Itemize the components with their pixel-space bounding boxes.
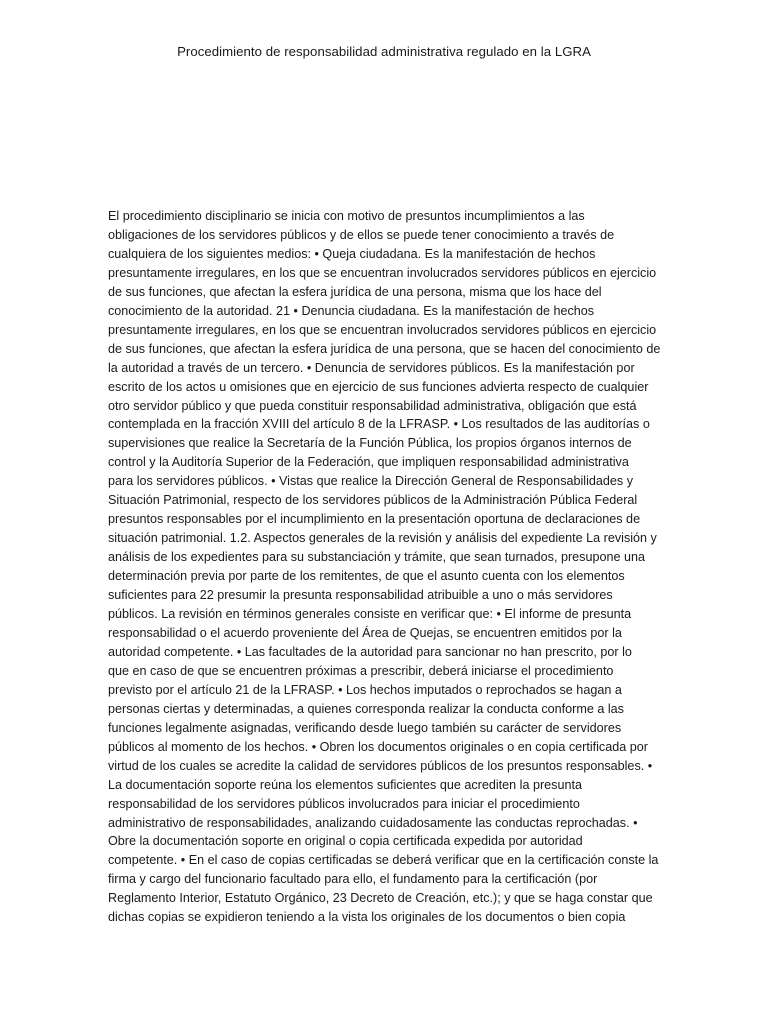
body-line: obligaciones de los servidores públicos y de ellos se puede tener conocimiento a través de (108, 227, 615, 242)
body-line: la autoridad a través de un tercero. • Denuncia de servidores públicos. Es la manifestación por (108, 360, 635, 375)
body-line: escrito de los actos u omisiones que en ejercicio de sus funciones advierta respecto de cualquier (108, 379, 649, 394)
document-title: Procedimiento de responsabilidad administrativa regulado en la LGRA (177, 44, 591, 59)
body-line: contemplada en la fracción XVIII del artículo 8 de la LFRASP. • Los resultados de las auditorías o (108, 417, 650, 432)
document-body (108, 207, 664, 927)
body-line: determinación previa por parte de los remitentes, de que el asunto cuenta con los elementos (108, 569, 625, 584)
body-line: supervisiones que realice la Secretaría de la Función Pública, los propios órganos internos de (108, 436, 632, 451)
body-line: otro servidor público y que pueda constituir responsabilidad administrativa, obligación que está (108, 398, 637, 413)
body-line: firma y cargo del funcionario facultado para ello, el fundamento para la certificación (por (108, 872, 598, 887)
body-line: responsabilidad o el acuerdo proveniente del Área de Quejas, se encuentren emitidos por la (108, 625, 622, 640)
body-line: conocimiento de la autoridad. 21 • Denuncia ciudadana. Es la manifestación de hechos (108, 303, 595, 318)
body-line: públicos al momento de los hechos. • Obren los documentos originales o en copia certificada por (108, 739, 648, 754)
body-line: Situación Patrimonial, respecto de los servidores públicos de la Administración Pública Federal (108, 493, 638, 508)
body-line: competente. • En el caso de copias certificadas se deberá verificar que en la certificación conste la (108, 853, 659, 868)
body-line: presuntamente irregulares, en los que se encuentran involucrados servidores públicos en ejercicio (108, 265, 657, 280)
body-line: para los servidores públicos. • Vistas que realice la Dirección General de Responsabilidades y (108, 474, 633, 489)
body-line: suficientes para 22 presumir la presunta responsabilidad atribuible a uno o más servidores (108, 588, 613, 603)
body-line: situación patrimonial. 1.2. Aspectos generales de la revisión y análisis del expediente La revisión y (108, 531, 657, 546)
body-line: control y la Auditoría Superior de la Federación, que impliquen responsabilidad administrativa (108, 455, 629, 470)
body-line: autoridad competente. • Las facultades de la autoridad para sancionar no han prescrito, por lo (108, 644, 632, 659)
body-line: El procedimiento disciplinario se inicia con motivo de presuntos incumplimientos a las (108, 209, 585, 223)
body-line: presuntos responsables por el incumplimiento en la presentación oportuna de declaraciones de (108, 512, 641, 527)
body-line: La documentación soporte reúna los elementos suficientes que acrediten la presunta (108, 777, 582, 792)
body-line: previsto por el artículo 21 de la LFRASP. • Los hechos imputados o reprochados se hagan a (108, 682, 622, 697)
body-line: Reglamento Interior, Estatuto Orgánico, 23 Decreto de Creación, etc.); y que se haga constar que (108, 891, 653, 906)
body-line: cualquiera de los siguientes medios: • Queja ciudadana. Es la manifestación de hechos (108, 246, 596, 261)
body-line: públicos. La revisión en términos generales consiste en verificar que: • El informe de presunta (108, 607, 632, 622)
body-line: presuntamente irregulares, en los que se encuentran involucrados servidores públicos en ejercicio (108, 322, 657, 337)
body-line: de sus funciones, que afectan la esfera jurídica de una persona, que se hacen del conocimiento de (108, 341, 661, 356)
body-line: personas ciertas y determinadas, a quienes corresponda realizar la conducta conforme a las (108, 701, 624, 716)
body-line: que en caso de que se encuentren próximas a prescribir, deberá iniciarse el procedimiento (108, 663, 614, 678)
body-line: virtud de los cuales se acredite la calidad de servidores públicos de los presuntos responsables. • (108, 758, 653, 773)
body-line: análisis de los expedientes para su substanciación y trámite, que sean turnados, presupone una (108, 550, 645, 565)
body-line: dichas copias se expidieron teniendo a la vista los originales de los documentos o bien copia (108, 910, 626, 925)
body-line: responsabilidad de los servidores públicos involucrados para iniciar el procedimiento (108, 796, 580, 811)
body-line: administrativo de responsabilidades, analizando cuidadosamente las conductas reprochadas. • (108, 815, 638, 830)
body-line: funciones legalmente asignadas, verificando desde luego también su carácter de servidores (108, 720, 622, 735)
body-line: de sus funciones, que afectan la esfera jurídica de una persona, misma que los hace del (108, 284, 602, 299)
body-line: Obre la documentación soporte en original o copia certificada expedida por autoridad (108, 834, 583, 849)
